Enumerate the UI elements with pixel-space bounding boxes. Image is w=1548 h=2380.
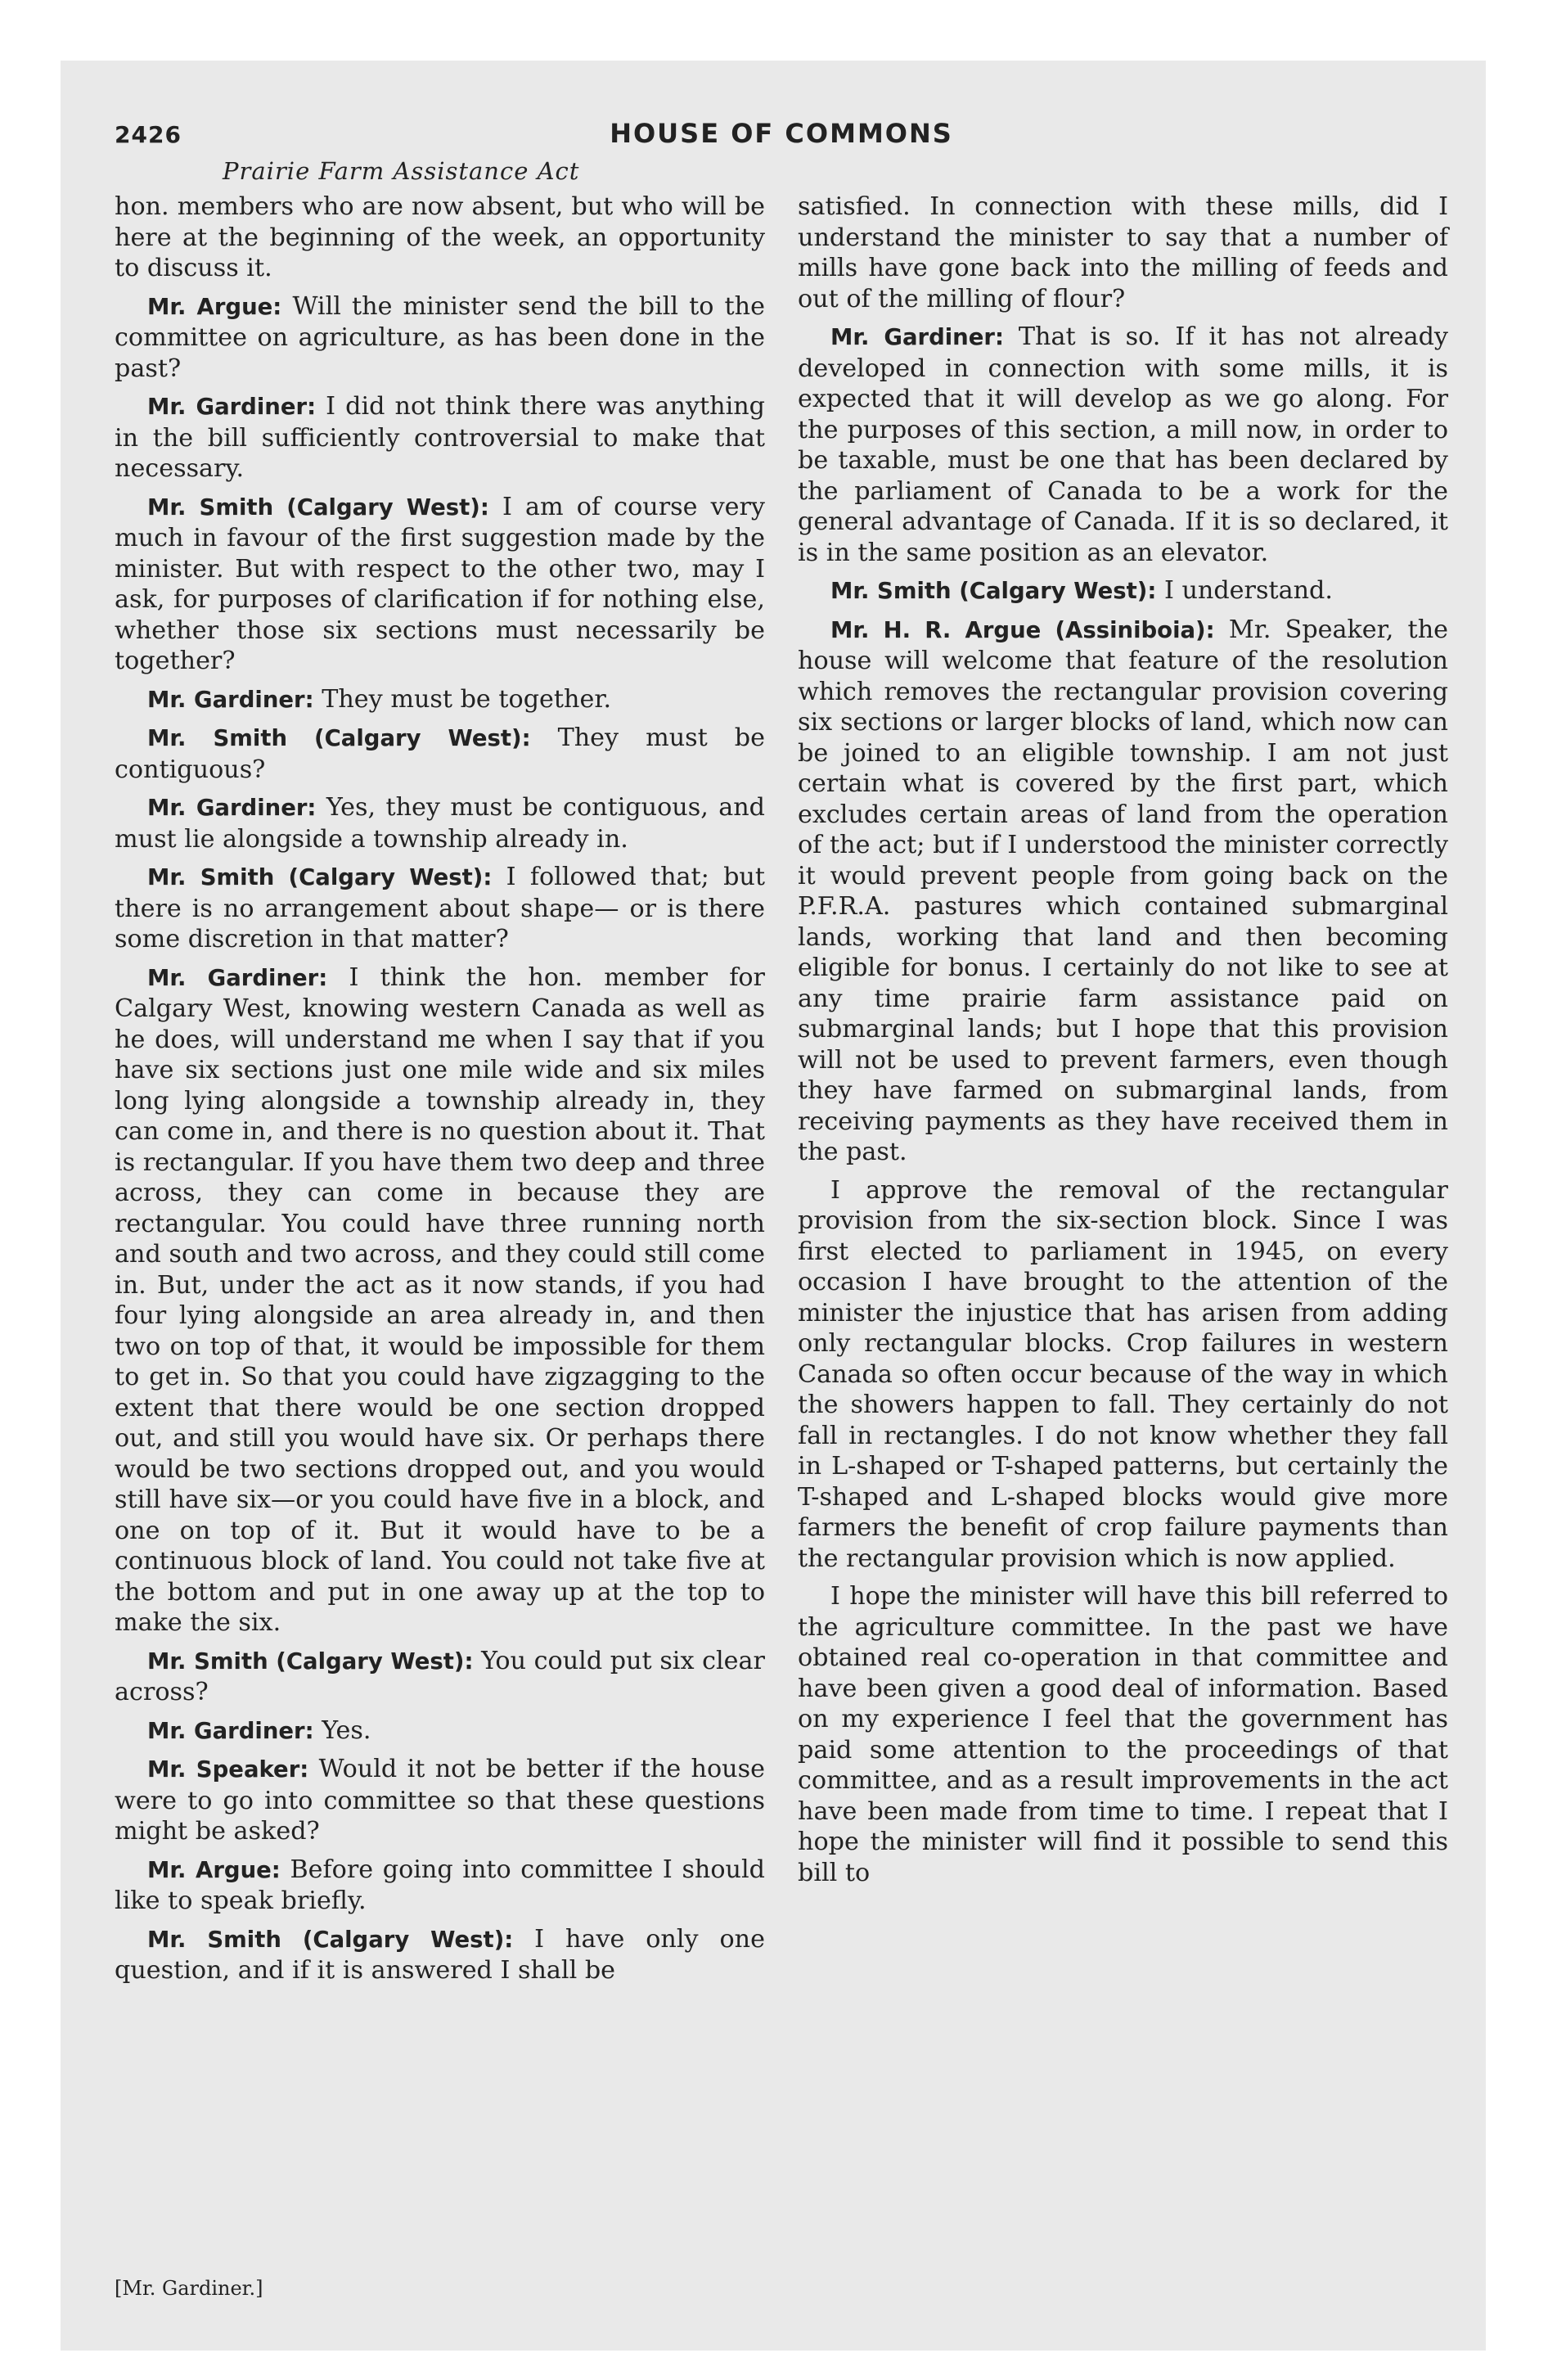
paragraph [798, 1175, 1448, 1575]
speaker-name: Mr. Argue: [147, 1856, 281, 1883]
hansard-page [115, 115, 1448, 2308]
paragraph-text: I am of course very much in favour of the first suggestion made by the minister. But with respect to the other two, may I ask, for purposes of clarification if for nothing else, whether those six sections must necessarily be together? [115, 492, 765, 675]
paragraph [115, 1924, 765, 1986]
speaker-name: Mr. H. R. Argue (Assiniboia): [830, 616, 1215, 643]
speaker-name: Mr. Gardiner: [147, 964, 328, 991]
paragraph-text: They must be together. [322, 684, 612, 714]
paragraph [115, 492, 765, 677]
paragraph-text: I hope the minister will have this bill referred to the agriculture committee. In the past we have obtained real co-operation in that committee and have been given a good deal of information. Based on my experience I feel that the government has paid some attention to the proceedings of that committee, and as a result improvements in the act have been made from time to time. I repeat that I hope the minister will find it possible to send this bill to [798, 1582, 1448, 1887]
paragraph [115, 962, 765, 1639]
speaker-name: Mr. Smith (Calgary West): [147, 1926, 514, 1953]
paragraph [798, 192, 1448, 314]
right-column [798, 192, 1448, 1895]
speaker-name: Mr. Smith (Calgary West): [147, 725, 531, 751]
speaker-name: Mr. Smith (Calgary West): [830, 578, 1157, 604]
speaker-name: Mr. Gardiner: [147, 686, 314, 713]
paragraph [798, 322, 1448, 568]
speaker-name: Mr. Smith (Calgary West): [147, 1648, 474, 1675]
speaker-name: Mr. Gardiner: [830, 324, 1004, 350]
paragraph-text: You could put six clear across? [115, 1646, 765, 1706]
paragraph [115, 862, 765, 955]
page-number: 2426 [115, 121, 182, 148]
speaker-name: Mr. Smith (Calgary West): [147, 864, 493, 890]
paragraph-text: Mr. Speaker, the house will welcome that feature of the resolution which removes the rectangular provision covering six sections or larger blocks of land, which now can be joined to an eligible township. I am not just certain what is covered by the first part, which excludes certain areas of land from the operation of the act; but if I understood the minister correctly it would prevent people from going back on the P.F.R.A. pastures which contained submarginal lands, working that land and then becoming eligible for bonus. I certainly do not like to see at any time prairie farm assistance paid on submarginal lands; but I hope that this provision will not be used to prevent farmers, even though they have farmed on submarginal lands, from receiving payments as they have received them in the past. [798, 615, 1448, 1166]
paragraph-text: Will the minister send the bill to the committee on agriculture, as has been done in the past? [115, 291, 765, 383]
footer-note: [Mr. Gardiner.] [115, 2277, 263, 2300]
paragraph [115, 723, 765, 785]
paragraph-text: I understand. [1163, 576, 1333, 605]
page-title: HOUSE OF COMMONS [610, 118, 953, 149]
paragraph-text: They must be contiguous? [115, 723, 765, 784]
paragraph-text: Yes, they must be contiguous, and must lie alongside a township already in. [115, 793, 765, 854]
speaker-name: Mr. Gardiner: [147, 795, 317, 821]
paragraph [115, 792, 765, 854]
speaker-name: Mr. Gardiner: [147, 394, 317, 420]
speaker-name: Mr. Gardiner: [147, 1717, 314, 1744]
paragraph [798, 575, 1448, 607]
paragraph-text: hon. members who are now absent, but who will be here at the beginning of the week, an opportunity to discuss it. [115, 192, 765, 282]
paragraph [115, 291, 765, 385]
paragraph [798, 615, 1448, 1168]
paragraph [798, 1581, 1448, 1888]
left-column [115, 192, 765, 1994]
speaker-name: Mr. Speaker: [147, 1756, 309, 1783]
paragraph-text: I think the hon. member for Calgary West, knowing western Canada as well as he does, will understand me when I say that if you have six sections just one mile wide and six miles long lying alongside a township already in, they can come in, and there is no question about it. That is rectangular. If you have them two deep and three across, they can come in because they are rectangular. You could have three running north and south and two across, and they could still come in. But, under the act as it now stands, if you had four lying alongside an area already in, and then two on top of that, it would be impossible for them to get in. So that you could have zigzagging to the extent that there would be one section dropped out, and still you would have six. Or perhaps there would be two sections dropped out, and you would still have six—or you could have five in a block, and one on top of it. But it would have to be a continuous block of land. You could not take five at the bottom and put in one away up at the top to make the six. [115, 962, 765, 1637]
paragraph-text: Yes. [322, 1715, 371, 1745]
speaker-name: Mr. Smith (Calgary West): [147, 494, 489, 521]
paragraph-text: satisfied. In connection with these mills, did I understand the minister to say that a number of mills have gone back into the milling of feeds and out of the milling of flour? [798, 192, 1448, 313]
paragraph [115, 1715, 765, 1747]
paragraph-text: Would it not be better if the house were to go into committee so that these questions might be asked? [115, 1755, 765, 1846]
subject-heading: Prairie Farm Assistance Act [223, 157, 580, 185]
paragraph [115, 1646, 765, 1708]
paragraph [115, 391, 765, 485]
paragraph [115, 1855, 765, 1917]
paragraph-text: Before going into committee I should like to speak briefly. [115, 1855, 765, 1915]
running-header [115, 115, 1448, 156]
paragraph-text: I have only one question, and if it is answered I shall be [115, 1924, 765, 1985]
paragraph-text: I approve the removal of the rectangular provision from the six-section block. Since I was first elected to parliament in 1945, on every occasion I have brought to the attention of the minister the injustice that has arisen from adding only rectangular blocks. Crop failures in western Canada so often occur because of the way in which the showers happen to fall. They certainly do not fall in rectangles. I do not know whether they fall in L-shaped or T-shaped patterns, but certainly the T-shaped and L-shaped blocks would give more farmers the benefit of crop failure payments than the rectangular provision which is now applied. [798, 1175, 1448, 1573]
paragraph [115, 1754, 765, 1847]
speaker-name: Mr. Argue: [147, 293, 282, 320]
paragraph [115, 684, 765, 716]
paragraph [115, 192, 765, 284]
paragraph-text: I did not think there was anything in the bill sufficiently controversial to make that necessary. [115, 392, 765, 483]
paragraph-text: I followed that; but there is no arrangement about shape— or is there some discretion in that matter? [115, 863, 765, 953]
paragraph-text: That is so. If it has not already developed in connection with some mills, it is expected that it will develop as we go along. For the purposes of this section, a mill now, in order to be taxable, must be one that has been declared by the parliament of Canada to be a work for the general advantage of Canada. If it is so declared, it is in the same position as an elevator. [798, 322, 1448, 567]
